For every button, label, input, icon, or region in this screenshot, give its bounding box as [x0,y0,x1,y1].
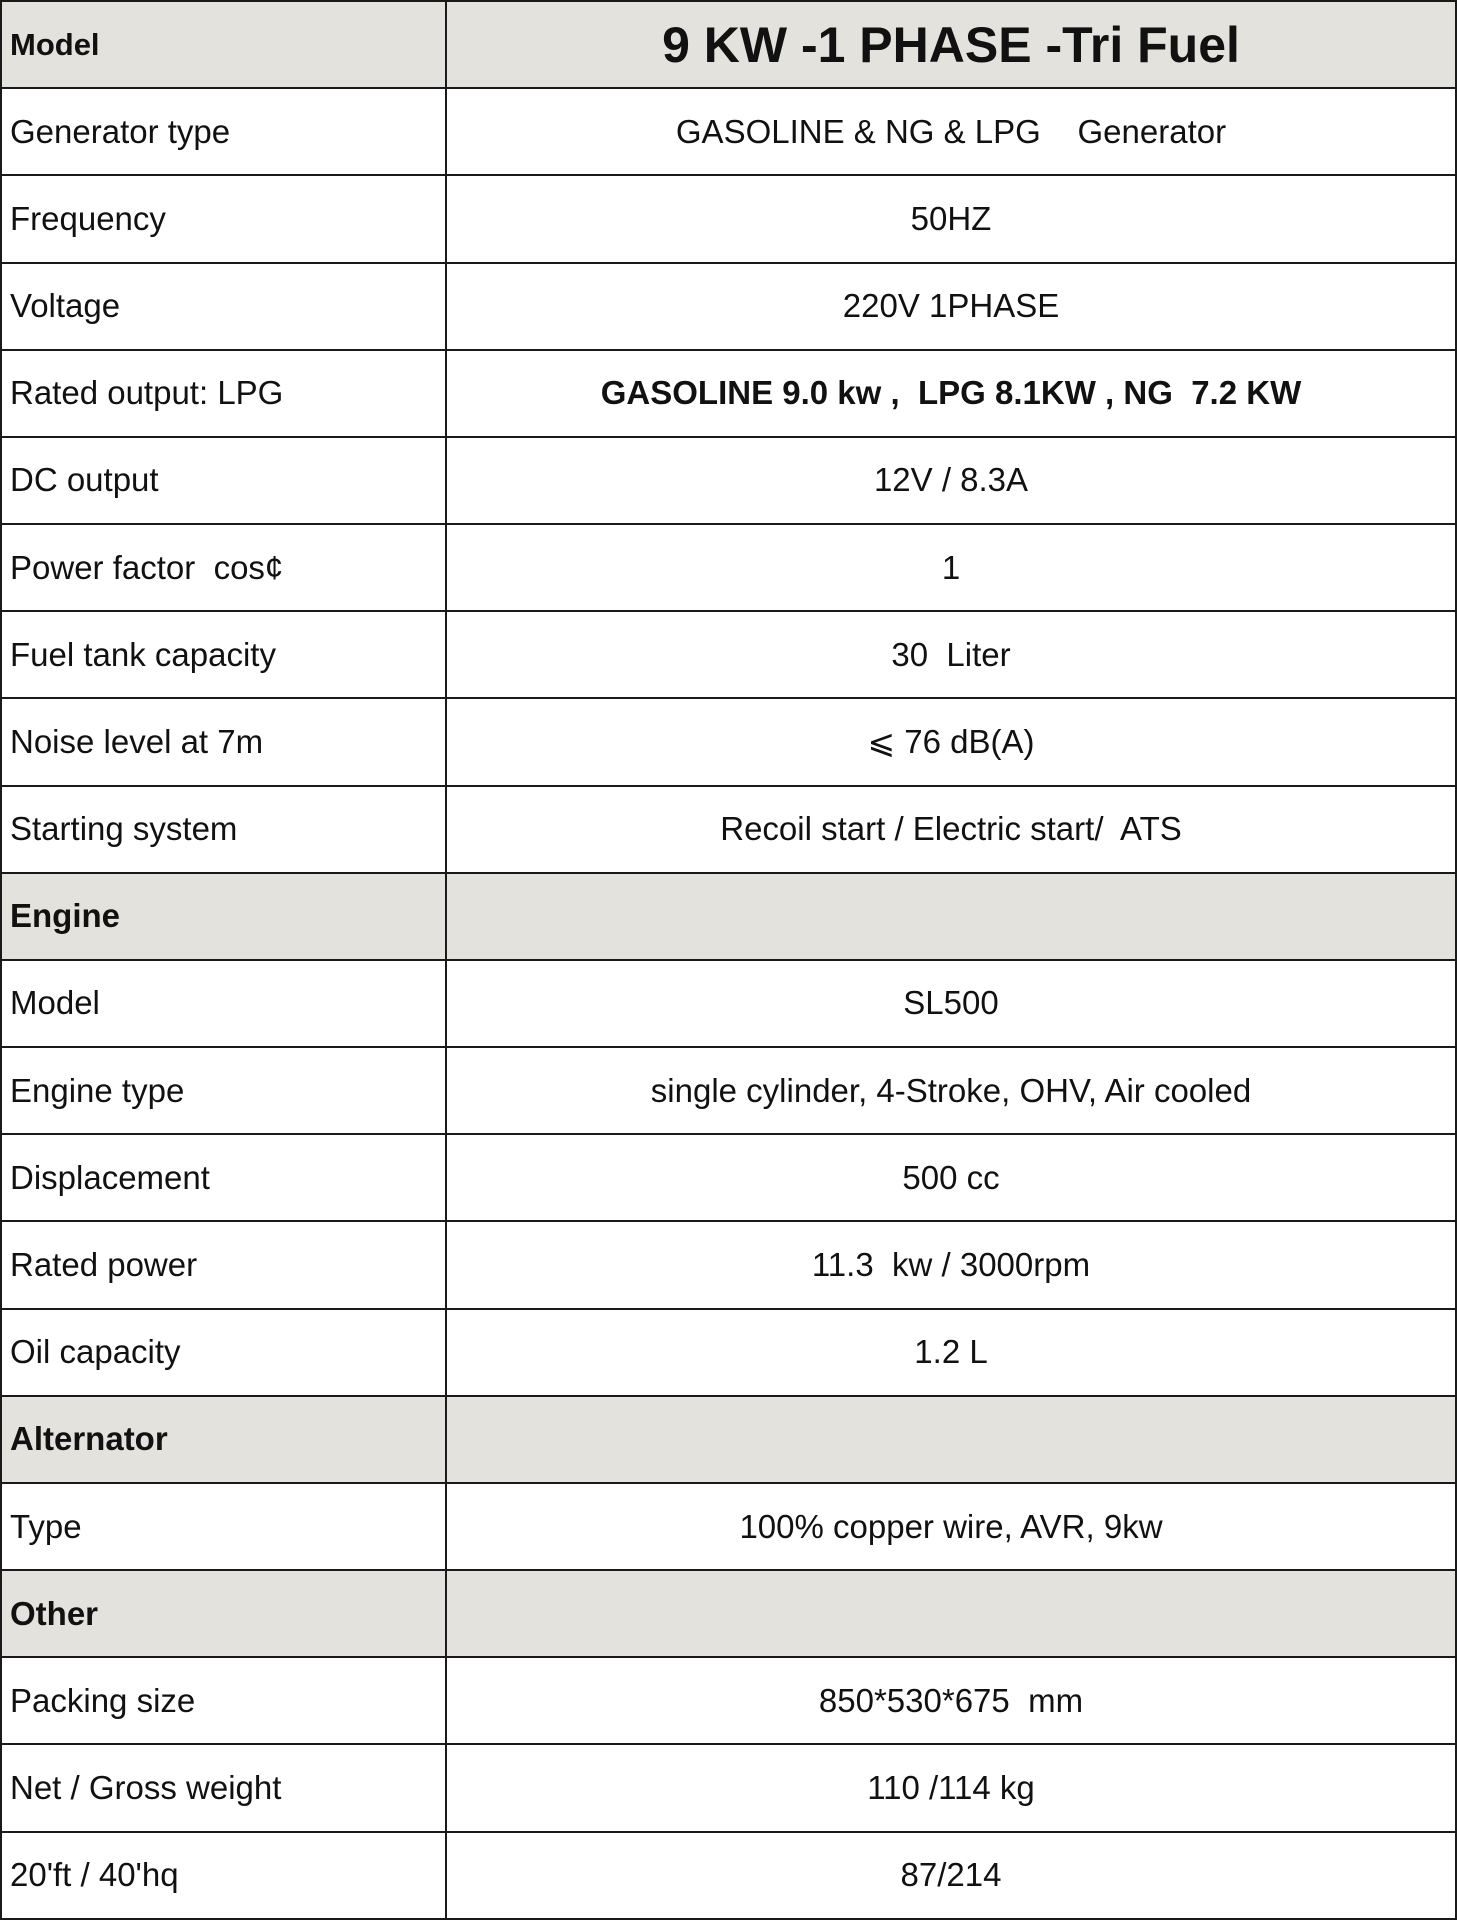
row-value: ⩽ 76 dB(A) [446,698,1456,785]
section-blank [446,873,1456,960]
row-value: 110 /114 kg [446,1744,1456,1831]
row-label: Fuel tank capacity [1,611,446,698]
row-label: Engine type [1,1047,446,1134]
table-row [1,698,1456,785]
row-value: 87/214 [446,1832,1456,1919]
row-value: single cylinder, 4-Stroke, OHV, Air cooled [446,1047,1456,1134]
table-row [1,611,1456,698]
section-header-other [1,1570,1456,1657]
header-label: Model [1,1,446,88]
row-value: 1 [446,524,1456,611]
row-label: Oil capacity [1,1309,446,1396]
row-label: Packing size [1,1657,446,1744]
table-row [1,960,1456,1047]
section-title: Alternator [1,1396,446,1483]
table-row [1,175,1456,262]
row-value: SL500 [446,960,1456,1047]
row-label: Model [1,960,446,1047]
table-row [1,1744,1456,1831]
row-value: GASOLINE & NG & LPG Generator [446,88,1456,175]
row-value: 850*530*675 mm [446,1657,1456,1744]
section-header-alternator [1,1396,1456,1483]
row-value: 12V / 8.3A [446,437,1456,524]
row-label: DC output [1,437,446,524]
row-label: 20'ft / 40'hq [1,1832,446,1919]
table-row [1,1832,1456,1919]
row-label: Starting system [1,786,446,873]
row-label: Frequency [1,175,446,262]
section-blank [446,1396,1456,1483]
row-label: Power factor cos¢ [1,524,446,611]
row-value: 30 Liter [446,611,1456,698]
table-row [1,437,1456,524]
section-title: Engine [1,873,446,960]
section-header-engine [1,873,1456,960]
section-title: Other [1,1570,446,1657]
table-row [1,1047,1456,1134]
row-label: Type [1,1483,446,1570]
table-row [1,1483,1456,1570]
table-row [1,524,1456,611]
table-row [1,1134,1456,1221]
table-row [1,786,1456,873]
table-row [1,1309,1456,1396]
row-value: 500 cc [446,1134,1456,1221]
model-title: 9 KW -1 PHASE -Tri Fuel [446,1,1456,88]
row-value: 1.2 L [446,1309,1456,1396]
row-label: Rated power [1,1221,446,1308]
row-value: 50HZ [446,175,1456,262]
row-value: Recoil start / Electric start/ ATS [446,786,1456,873]
table-header-row [1,1,1456,88]
row-value: 11.3 kw / 3000rpm [446,1221,1456,1308]
table-row [1,1221,1456,1308]
table-row [1,88,1456,175]
row-label: Displacement [1,1134,446,1221]
row-label: Rated output: LPG [1,350,446,437]
row-value: GASOLINE 9.0 kw , LPG 8.1KW , NG 7.2 KW [446,350,1456,437]
row-label: Voltage [1,263,446,350]
row-label: Generator type [1,88,446,175]
table-row [1,350,1456,437]
section-blank [446,1570,1456,1657]
row-value: 220V 1PHASE [446,263,1456,350]
row-value: 100% copper wire, AVR, 9kw [446,1483,1456,1570]
table-row [1,1657,1456,1744]
table-row [1,263,1456,350]
row-label: Noise level at 7m [1,698,446,785]
row-label: Net / Gross weight [1,1744,446,1831]
